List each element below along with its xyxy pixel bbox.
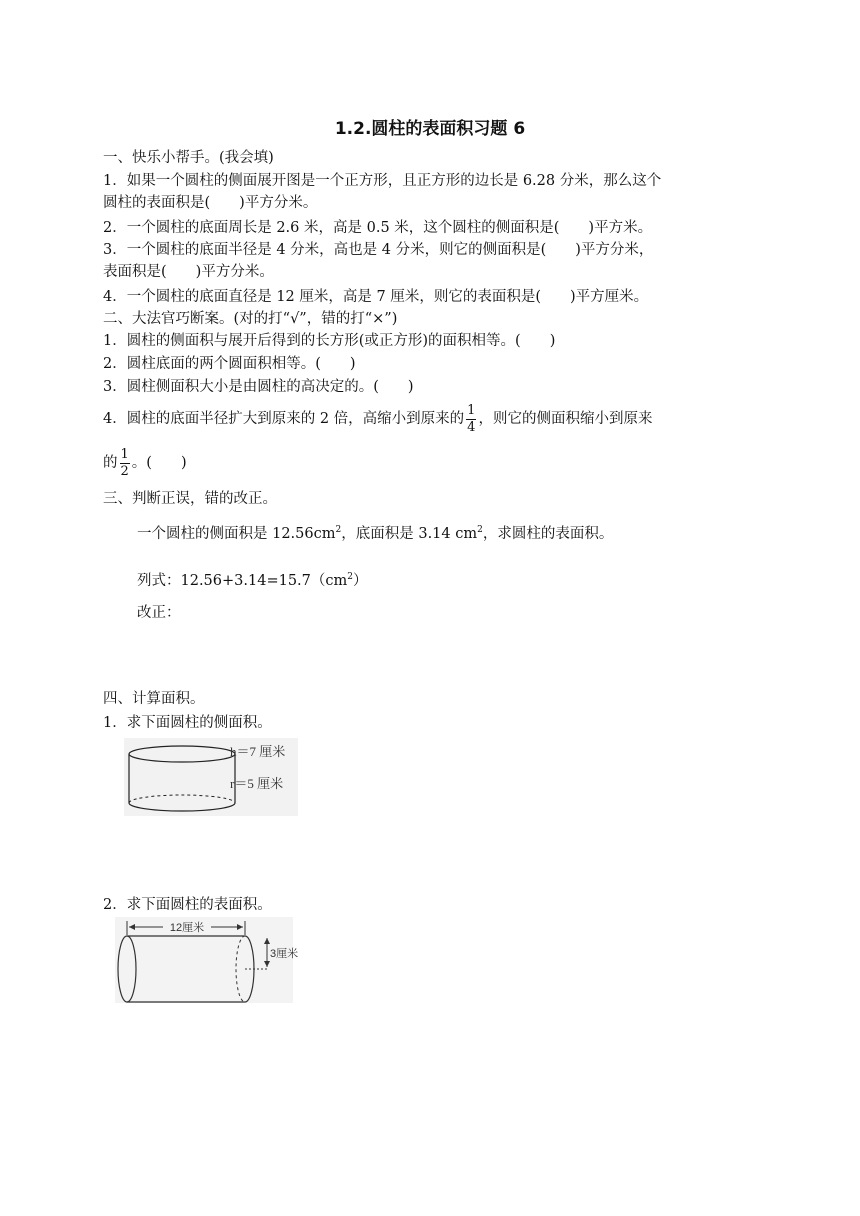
section2-q3: 3．圆柱侧面积大小是由圆柱的高决定的。( )	[103, 379, 414, 395]
section2-q4-text-a: 4．圆柱的底面半径扩大到原来的 2 倍，高缩小到原来的	[103, 411, 465, 427]
statement-text-a: 一个圆柱的侧面积是 12.56cm	[137, 526, 336, 542]
section3-formula	[137, 571, 367, 591]
section3-statement	[137, 524, 613, 544]
section2-q4-text-d: 。( )	[131, 455, 187, 471]
section2-q4-text-c: 的	[103, 455, 118, 471]
fraction-one-quarter	[466, 403, 476, 436]
statement-text-c: ，求圆柱的表面积。	[482, 526, 614, 542]
section1-q3-line2: 表面积是( )平方分米。	[103, 264, 274, 280]
section1-q1-line2: 圆柱的表面积是( )平方分米。	[103, 195, 318, 211]
section3-correction-label: 改正：	[137, 605, 181, 621]
section4-q1: 1．求下面圆柱的侧面积。	[103, 715, 272, 731]
formula-text-b: ）	[352, 573, 368, 589]
height-label: h＝7 厘米	[230, 744, 286, 759]
cylinder-figure-2	[115, 917, 299, 1003]
fraction-denominator: 4	[467, 419, 476, 435]
section1-q2: 2．一个圆柱的底面周长是 2.6 米，高是 0.5 米，这个圆柱的侧面积是( )平方米。	[103, 220, 653, 236]
radius-label: 3厘米	[270, 948, 299, 960]
fraction-one-half	[120, 447, 130, 480]
radius-label: r＝5 厘米	[230, 776, 284, 791]
statement-text-b: ，底面积是 3.14 cm	[341, 526, 478, 542]
superscript: 2	[477, 525, 483, 535]
section1-q1-line1: 1．如果一个圆柱的侧面展开图是一个正方形，且正方形的边长是 6.28 分米，那么这个	[103, 173, 662, 189]
superscript: 2	[335, 525, 342, 535]
length-label: 12厘米	[169, 922, 205, 934]
section2-heading: 二、大法官巧断案。(对的打“√”，错的打“×”)	[103, 311, 398, 327]
section2-q2: 2．圆柱底面的两个圆面积相等。( )	[103, 356, 356, 372]
section1-q4: 4．一个圆柱的底面直径是 12 厘米，高是 7 厘米，则它的表面积是( )平方厘米。	[103, 289, 649, 305]
cylinder-figure-1	[124, 738, 298, 816]
section1-q3-line1: 3．一个圆柱的底面半径是 4 分米，高也是 4 分米，则它的侧面积是( )平方分米，	[103, 242, 654, 258]
page-title: 1.2.圆柱的表面积习题 6	[334, 119, 526, 139]
fraction-numerator: 1	[120, 446, 129, 462]
fraction-denominator: 2	[120, 463, 129, 479]
fraction-numerator: 1	[467, 402, 476, 418]
section2-q4-line1	[103, 400, 652, 438]
section4-heading: 四、计算面积。	[103, 691, 205, 707]
section2-q4-text-b: ，则它的侧面积缩小到原来	[478, 411, 653, 427]
section1-heading: 一、快乐小帮手。(我会填)	[103, 150, 274, 166]
section2-q4-line2	[103, 444, 187, 482]
superscript: 2	[347, 572, 353, 582]
formula-text-a: 列式：12.56+3.14=15.7（cm	[137, 573, 348, 589]
section3-heading: 三、判断正误，错的改正。	[103, 491, 277, 507]
section4-q2: 2．求下面圆柱的表面积。	[103, 897, 272, 913]
section2-q1: 1．圆柱的侧面积与展开后得到的长方形(或正方形)的面积相等。( )	[103, 333, 556, 349]
